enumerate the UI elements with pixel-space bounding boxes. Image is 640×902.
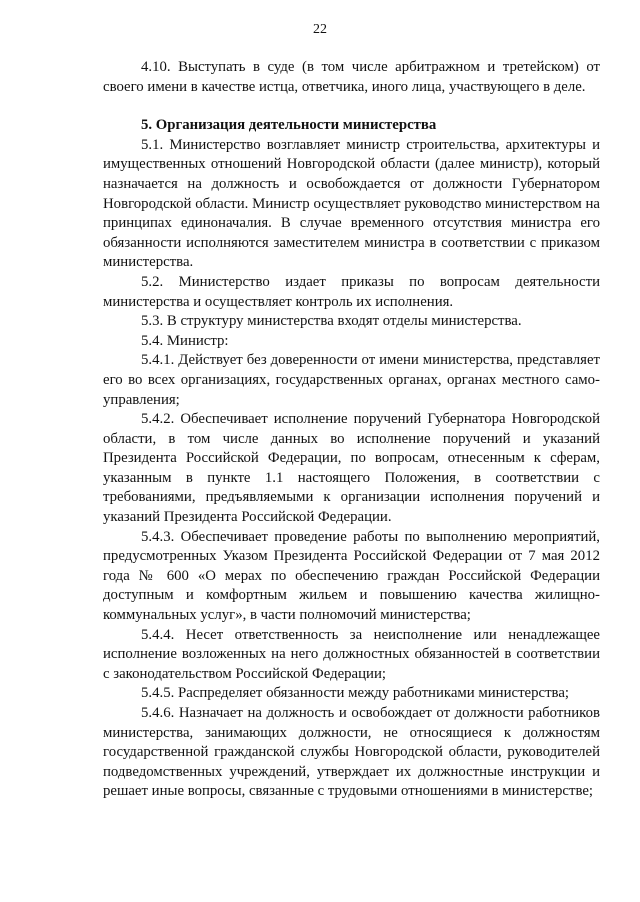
paragraph: 5.2. Министерство издает приказы по вопросам деятельности министерства и осуществляет контроль их исполнения. [103,273,600,310]
page-number: 22 [313,22,327,37]
paragraph: 5.4.2. Обеспечивает исполнение поручений Губернатора Новгородской области, в том числе данных во исполнение поручений и указаний Президента Российской Федерации, по вопросам, отнесенным к сферам, указанным в пункте 1.1 настоящего Положения, в соответствии с требованиями, предъявляемыми к организации исполнения поручений и указаний Президента Российской Федерации. [103,411,600,526]
paragraph: 5.1. Министерство возглавляет министр строительства, архитектуры и имущественных отношений Новгородской области (далее министр), который назначается на должность и освобождается от должности Губернатором Новгородской области. Министр осуществляет руководство министерством на принципах единоначалия. В случае временного отсутствия министра его обязанности исполняются заместителем министра в соответствии с приказом министерства. [103,136,600,271]
section-heading: 5. Организация деятельности министерства [141,117,437,134]
paragraph: 4.10. Выступать в суде (в том числе арбитражном и третейском) от своего имени в качестве истца, ответчика, иного лица, участвующего в деле. [103,59,600,95]
paragraph: 5.4.1. Действует без доверенности от имени министерства, представляет его во всех организациях, государственных органах, органах местного само-управления; [103,352,600,408]
paragraph: 5.4. Министр: [141,332,229,349]
paragraph: 5.3. В структуру министерства входят отделы министерства. [141,313,522,330]
paragraph: 5.4.5. Распределяет обязанности между работниками министерства; [141,685,570,702]
paragraph: 5.4.4. Несет ответственность за неисполнение или ненадлежащее исполнение возложенных на него должностных обязанностей в соответствии с законодательством Российской Федерации; [103,626,600,682]
paragraph: 5.4.6. Назначает на должность и освобождает от должности работников министерства, занимающих должности, не относящиеся к должностям государственной гражданской службы Новгородской области, руководителей подведомственных учреждений, утверждает их должностные инструкции и решает иные вопросы, связанные с трудовыми отношениями в министерстве; [103,705,600,800]
document-body [103,58,600,802]
paragraph: 5.4.3. Обеспечивает проведение работы по выполнению мероприятий, предусмотренных Указом Президента Российской Федерации от 7 мая 2012 года № 600 «О мерах по обеспечению граждан Российской Федерации доступным и комфортным жильем и повышению качества жилищно-коммунальных услуг», в части полномочий министерства; [103,528,600,624]
